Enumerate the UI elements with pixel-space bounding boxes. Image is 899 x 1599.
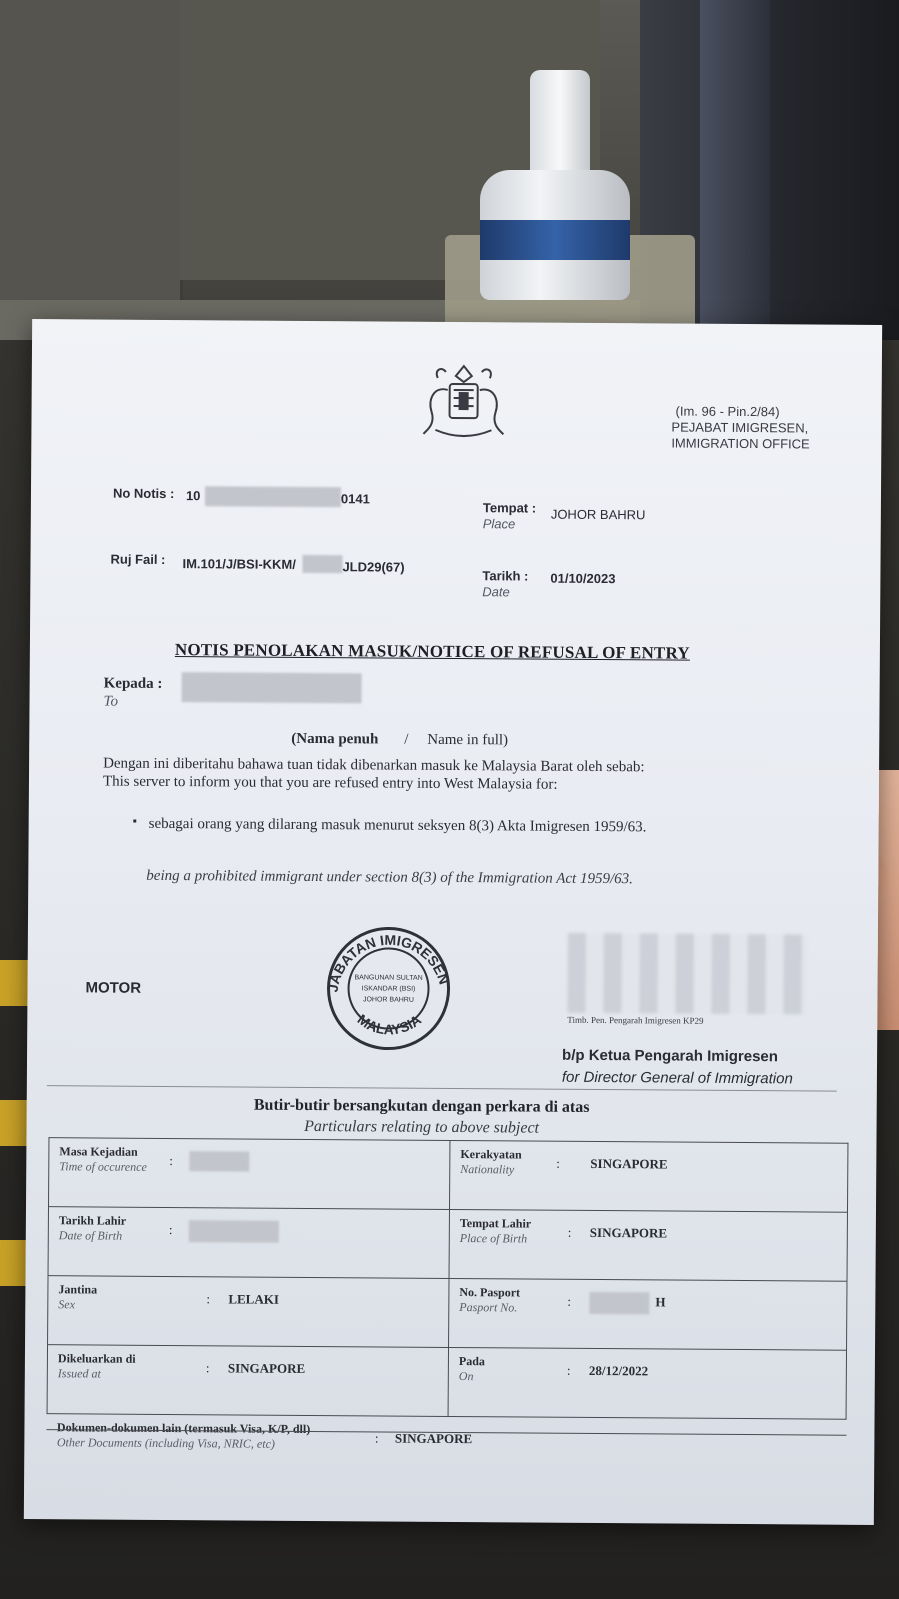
place-value: JOHOR BAHRU bbox=[550, 506, 646, 523]
file-ref-suffix: JLD29(67) bbox=[342, 559, 405, 575]
field-value: LELAKI bbox=[228, 1291, 279, 1307]
notice-title: NOTIS PENOLAKAN MASUK/NOTICE OF REFUSAL OF ENTRY bbox=[174, 640, 690, 663]
table-row bbox=[47, 1414, 847, 1498]
form-header bbox=[671, 404, 810, 453]
field-value: SINGAPORE bbox=[227, 1360, 306, 1376]
redacted-signature bbox=[567, 933, 808, 1015]
table-row bbox=[49, 1138, 848, 1213]
field-label: Kerakyatan bbox=[460, 1147, 522, 1162]
signatory-block bbox=[562, 1045, 793, 1091]
office-name-ms: PEJABAT IMIGRESEN, bbox=[671, 419, 809, 436]
stamp-inner-line: JOHOR BAHRU bbox=[362, 996, 414, 1004]
coat-of-arms-icon bbox=[413, 360, 514, 449]
immigration-stamp bbox=[319, 923, 458, 1054]
field-label-en: Place of Birth bbox=[459, 1231, 528, 1246]
stamp-inner-line: BANGUNAN SULTAN bbox=[354, 974, 423, 982]
field-value: 28/12/2022 bbox=[588, 1362, 649, 1379]
form-code: (Im. 96 - Pin.2/84) bbox=[675, 403, 780, 420]
table-row bbox=[48, 1207, 847, 1282]
bullet-icon: ▪ bbox=[132, 813, 138, 828]
signatory-en: for Director General of Immigration bbox=[561, 1068, 793, 1088]
reason-en: being a prohibited immigrant under section 8(3) of the Immigration Act 1959/63. bbox=[146, 867, 633, 888]
field-label-en: Date of Birth bbox=[58, 1228, 123, 1243]
notice-number-suffix: 0141 bbox=[340, 491, 370, 507]
field-value: H bbox=[655, 1294, 666, 1310]
field-label: Dikeluarkan di bbox=[57, 1351, 136, 1366]
table-cell: Tarikh Lahir Date of Birth : bbox=[48, 1207, 449, 1279]
fullname-slash: / bbox=[404, 731, 409, 748]
table-cell: Pada On : 28/12/2022 bbox=[448, 1347, 846, 1419]
date-label-en: Date bbox=[482, 584, 510, 600]
addressee-label-en: To bbox=[103, 693, 119, 710]
field-value: SINGAPORE bbox=[394, 1430, 473, 1447]
table-cell: Jantina Sex : LELAKI bbox=[48, 1276, 449, 1348]
svg-text:MALAYSIA bbox=[354, 1011, 424, 1038]
field-label-en: Sex bbox=[58, 1297, 76, 1312]
field-label: Pada bbox=[458, 1354, 485, 1369]
field-label-en: Issued at bbox=[57, 1366, 101, 1381]
redacted-block bbox=[189, 1220, 279, 1243]
notice-line-ms: Dengan ini diberitahu bahawa tuan tidak dibenarkan masuk ke Malaysia Barat oleh sebab: bbox=[103, 755, 645, 776]
field-label-en: On bbox=[458, 1369, 474, 1384]
field-label: Jantina bbox=[58, 1282, 98, 1297]
notice-number-prefix: 10 bbox=[185, 488, 201, 504]
field-label: No. Pasport bbox=[459, 1285, 521, 1300]
office-name-en: IMMIGRATION OFFICE bbox=[671, 435, 810, 452]
fullname-label-ms: (Nama penuh bbox=[291, 730, 379, 748]
stamp-text-bottom: MALAYSIA bbox=[354, 1010, 425, 1038]
reason-ms: sebagai orang yang dilarang masuk menurut seksyen 8(3) Akta Imigresen 1959/63. bbox=[148, 815, 647, 836]
background-pillar bbox=[700, 0, 770, 360]
table-row bbox=[47, 1345, 846, 1420]
place-label: Tempat : bbox=[482, 500, 537, 516]
redacted-block bbox=[205, 486, 341, 507]
notice-line-en: This server to inform you that you are refused entry into West Malaysia for: bbox=[102, 773, 558, 793]
field-value: SINGAPORE bbox=[590, 1155, 668, 1172]
stamp-inner-line: ISKANDAR (BSI) bbox=[361, 985, 416, 993]
field-label: Dokumen-dokumen lain (termasuk Visa, K/P, dll) bbox=[56, 1420, 311, 1437]
place-label-en: Place bbox=[482, 516, 516, 532]
stamp-text-top: JABATAN IMIGRESEN bbox=[324, 931, 453, 994]
background-panel bbox=[0, 0, 183, 300]
refusal-notice-document bbox=[24, 319, 882, 1525]
signature-caption: Timb. Pen. Pengarah Imigresen KP29 bbox=[567, 1014, 704, 1026]
redacted-block bbox=[189, 1151, 249, 1171]
signatory-ms: b/p Ketua Pengarah Imigresen bbox=[562, 1046, 779, 1066]
table-cell: Tempat Lahir Place of Birth : SINGAPORE bbox=[449, 1209, 847, 1281]
svg-text:JABATAN IMIGRESEN bbox=[324, 931, 452, 994]
particulars-subtitle: Particulars relating to above subject bbox=[304, 1117, 540, 1137]
date-label: Tarikh : bbox=[482, 568, 529, 584]
notice-number-label: No Notis : bbox=[112, 485, 175, 502]
motor-label: MOTOR bbox=[85, 979, 142, 997]
redacted-block bbox=[589, 1292, 649, 1314]
field-value: SINGAPORE bbox=[589, 1224, 668, 1241]
field-label-en: Pasport No. bbox=[459, 1300, 518, 1315]
redacted-name bbox=[182, 672, 362, 703]
table-cell: No. Pasport Pasport No. : H bbox=[449, 1278, 847, 1350]
particulars-title: Butir-butir bersangkutan dengan perkara di atas bbox=[253, 1096, 590, 1116]
addressee-label: Kepada : bbox=[103, 675, 163, 692]
field-label: Tarikh Lahir bbox=[58, 1213, 127, 1228]
field-label-en: Nationality bbox=[460, 1162, 515, 1177]
file-ref-label: Ruj Fail : bbox=[110, 551, 166, 567]
particulars-table bbox=[46, 1137, 848, 1498]
table-cell: Kerakyatan Nationality : SINGAPORE bbox=[449, 1140, 847, 1212]
sanitizer-bottle bbox=[470, 150, 650, 300]
field-label: Tempat Lahir bbox=[459, 1216, 532, 1231]
table-cell: Dokumen-dokumen lain (termasuk Visa, K/P, dll) Other Documents (including Visa, NRIC, etc) : SINGAPORE bbox=[47, 1414, 847, 1498]
table-cell: Dikeluarkan di Issued at : SINGAPORE bbox=[47, 1345, 448, 1417]
field-label: Masa Kejadian bbox=[59, 1144, 138, 1159]
date-value: 01/10/2023 bbox=[550, 570, 616, 587]
field-label-en: Other Documents (including Visa, NRIC, etc) bbox=[56, 1435, 275, 1451]
file-ref-prefix: IM.101/J/BSI-KKM/ bbox=[182, 556, 296, 572]
redacted-block bbox=[302, 555, 342, 573]
table-cell: Masa Kejadian Time of occurence : bbox=[49, 1138, 450, 1210]
field-label-en: Time of occurence bbox=[59, 1159, 147, 1174]
table-row bbox=[48, 1276, 847, 1351]
fullname-label-en: Name in full) bbox=[427, 731, 509, 749]
